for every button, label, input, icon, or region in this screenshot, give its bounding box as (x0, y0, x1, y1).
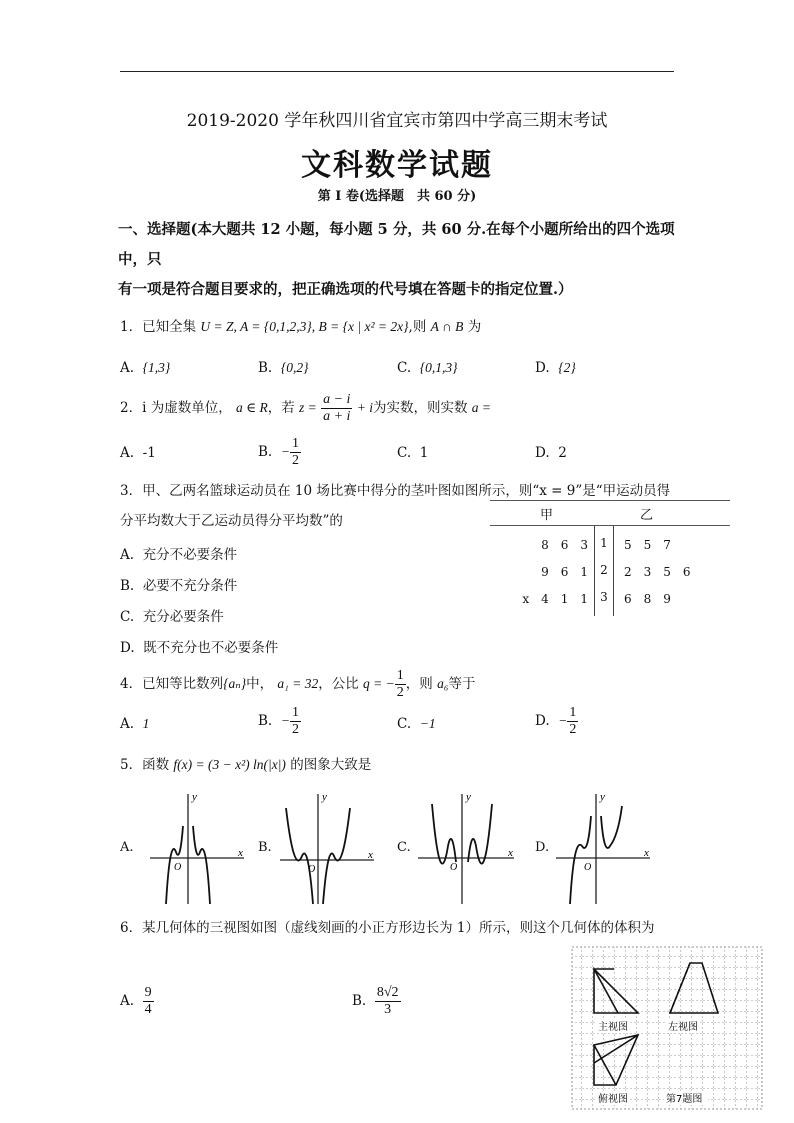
q5-option-c-label: C. (397, 840, 411, 855)
exam-title: 文科数学试题 (301, 148, 493, 183)
stem-row-2-right: 2 3 5 6 (624, 565, 691, 579)
stem-row-3-stem: 3 (600, 590, 608, 604)
stem-row-2-left: 9 6 1 (541, 565, 588, 579)
stem-row-1-stem: 1 (600, 536, 608, 550)
figure-number-label: 第7题图 (666, 1094, 703, 1105)
q4-option-d: D. − $\frac{1}{2}$ (535, 705, 577, 737)
svg-text:x: x (238, 847, 243, 859)
graph-d (556, 786, 660, 906)
q2-option-d: D. 2 (535, 445, 567, 461)
q1-formula: U = Z, A = {0,1,2,3}, B = {x | x² = 2x} (200, 319, 409, 334)
q2-cond: a ∈ R (236, 400, 268, 415)
q1-text-a: 已知全集 (142, 319, 197, 335)
svg-text:O: O (308, 864, 316, 875)
stem-row-3-left: x 4 1 1 (522, 592, 588, 606)
q2-fraction: $\frac{a - i}{a + i}$ (323, 392, 351, 424)
q5-option-b-label: B. (258, 840, 272, 855)
stem-row-1-right: 5 5 7 (624, 538, 671, 552)
q1-text-b: ,则 (408, 319, 427, 335)
q5-option-d-label: D. (535, 840, 550, 855)
q1-number: 1． (120, 319, 143, 335)
q2-option-c: C. 1 (397, 445, 429, 461)
svg-text:y: y (192, 791, 197, 803)
view-front-label: 主视图 (598, 1022, 628, 1033)
q3-option-b: B. 必要不充分条件 (120, 578, 238, 594)
q5-formula: f(x) = (3 − x²) ln(|x|) (173, 757, 286, 772)
svg-text:y: y (466, 791, 471, 803)
q3-line-1: 3．甲、乙两名篮球运动员在 10 场比赛中得分的茎叶图如图所示，则“x = 9”是“甲运动员得 (120, 483, 671, 499)
question-2: 2．i 为虚数单位， a ∈ R，若 z = $\frac{a - i}{a + i}$ + i为实数，则实数 a = (120, 392, 492, 424)
three-view-figure (570, 945, 766, 1113)
q6-option-b: B. $\frac{8√2}{3}$ (352, 985, 399, 1017)
q1-option-c: C. {0,1,3} (397, 360, 458, 376)
view-top-label: 俯视图 (598, 1094, 628, 1105)
graph-b (280, 786, 384, 906)
svg-text:O: O (174, 862, 182, 873)
intro-line-2: 有一项是符合题目要求的，把正确选项的代号填在答题卡的指定位置.） (118, 281, 573, 298)
stem-row-2-stem: 2 (600, 563, 608, 577)
stem-leaf-head-right: 乙 (640, 508, 654, 523)
view-side-label: 左视图 (668, 1022, 698, 1033)
q1-option-d: D. {2} (535, 360, 576, 376)
question-1 (120, 317, 481, 337)
svg-text:x: x (368, 849, 373, 861)
q4-option-c: C. −1 (397, 716, 436, 732)
exam-subtitle: 2019-2020 学年秋四川省宜宾市第四中学高三期末考试 (186, 111, 608, 131)
question-4: 4．已知等比数列{aₙ}中， a₁ = 32，公比 q = − $\frac{1}{2}$ ，则 a₆等于 (120, 668, 476, 700)
q1-option-a: A. {1,3} (120, 360, 171, 376)
section-intro (118, 215, 678, 305)
q6-option-a: A. $\frac{9}{4}$ (120, 985, 152, 1017)
top-rule (120, 71, 674, 72)
graph-a (150, 786, 254, 906)
svg-text:O: O (450, 862, 458, 873)
q5-option-a-label: A. (120, 840, 134, 855)
q1-text-c: 为 (467, 319, 482, 335)
stem-leaf-diagram (490, 500, 730, 616)
intro-line-1: 一、选择题(本大题共 12 小题，每小题 5 分，共 60 分.在每个小题所给出的四个选项中，只 (118, 221, 675, 268)
q4-option-a: A. 1 (120, 716, 150, 732)
svg-text:y: y (600, 791, 605, 803)
stem-leaf-head-left: 甲 (540, 508, 554, 523)
q3-line-2: 分平均数大于乙运动员得分平均数”的 (120, 513, 343, 529)
q1-option-b: B. {0,2} (258, 360, 309, 376)
svg-text:x: x (644, 847, 649, 859)
question-5: 5．函数 f(x) = (3 − x²) ln(|x|) 的图象大致是 (120, 757, 372, 773)
q4-option-b: B. − $\frac{1}{2}$ (258, 705, 299, 737)
graph-c (418, 786, 522, 906)
q1-formula2: A ∩ B (430, 319, 464, 334)
svg-text:y: y (322, 791, 327, 803)
q2-option-b: B. − $\frac{1}{2}$ (258, 436, 299, 468)
q3-option-d: D. 既不充分也不必要条件 (120, 640, 279, 656)
volume-label: 第 I 卷(选择题 共 60 分) (317, 189, 477, 204)
svg-text:O: O (584, 862, 592, 873)
q2-option-a: A. -1 (120, 445, 156, 461)
stem-row-3-right: 6 8 9 (624, 592, 671, 606)
question-6: 6．某几何体的三视图如图（虚线刻画的小正方形边长为 1）所示，则这个几何体的体积为 (120, 920, 655, 936)
q3-option-c: C. 充分必要条件 (120, 609, 224, 625)
q3-option-a: A. 充分不必要条件 (120, 547, 238, 563)
stem-row-1-left: 8 6 3 (541, 538, 588, 552)
svg-text:x: x (508, 847, 513, 859)
